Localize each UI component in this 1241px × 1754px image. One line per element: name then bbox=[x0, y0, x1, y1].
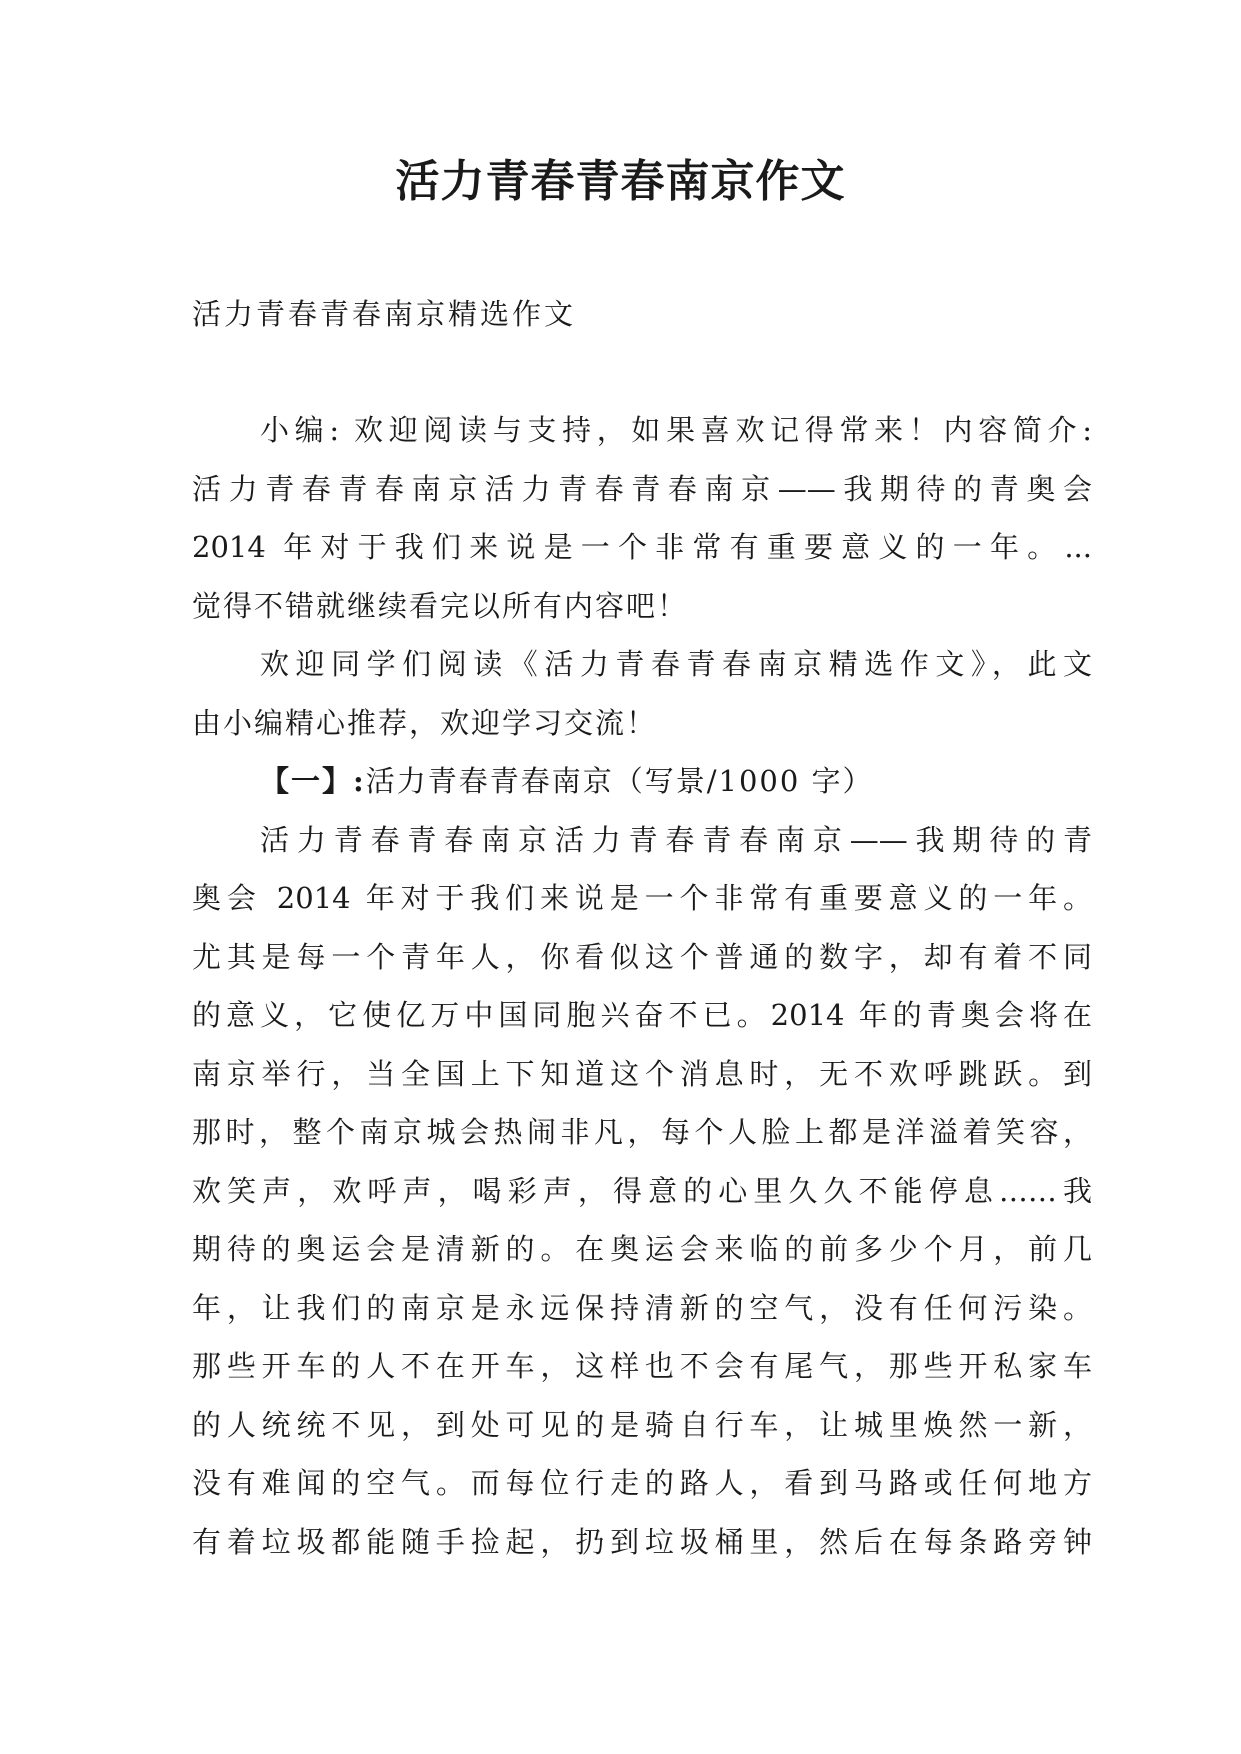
body-line: 活力青春青春南京活力青春青春南京——我期待的青奥会 bbox=[192, 471, 1092, 506]
body-line: 由小编精心推荐，欢迎学习交流！ bbox=[192, 705, 658, 740]
body-line: 欢迎同学们阅读《活力青春青春南京精选作文》，此文 bbox=[260, 647, 1092, 681]
body-line: 有着垃圾都能随手捡起，扔到垃圾桶里，然后在每条路旁钟 bbox=[192, 1524, 1092, 1559]
body-line: 活力青春青春南京活力青春青春南京——我期待的青 bbox=[260, 822, 1092, 857]
body-line: 期待的奥运会是清新的。在奥运会来临的前多少个月，前几 bbox=[192, 1232, 1092, 1266]
body-line: 觉得不错就继续看完以所有内容吧！ bbox=[192, 588, 689, 623]
body-line: 的人统统不见，到处可见的是骑自行车，让城里焕然一新， bbox=[192, 1407, 1092, 1442]
body-line: 没有难闻的空气。而每位行走的路人，看到马路或任何地方 bbox=[192, 1466, 1092, 1500]
document-title: 活力青春青春南京作文 bbox=[395, 156, 846, 207]
body-line: 欢笑声，欢呼声，喝彩声，得意的心里久久不能停息……我 bbox=[192, 1173, 1092, 1208]
body-line: 奥会 2014 年对于我们来说是一个非常有重要意义的一年。 bbox=[192, 881, 1092, 915]
body-line: 那些开车的人不在开车，这样也不会有尾气，那些开私家车 bbox=[192, 1349, 1092, 1383]
section-heading bbox=[192, 761, 1092, 820]
document-body bbox=[192, 410, 1092, 1580]
section-heading-text: 活力青春青春南京（写景/1000 字） bbox=[365, 764, 874, 798]
body-line: 2014 年对于我们来说是一个非常有重要意义的一年。... bbox=[192, 530, 1092, 564]
body-line: 的意义，它使亿万中国同胞兴奋不已。2014 年的青奥会将在 bbox=[192, 998, 1092, 1032]
body-line: 尤其是每一个青年人，你看似这个普通的数字，却有着不同 bbox=[192, 939, 1092, 974]
body-line: 年，让我们的南京是永远保持清新的空气，没有任何污染。 bbox=[192, 1290, 1092, 1325]
section-heading-prefix: 【一】: bbox=[260, 764, 366, 798]
body-line: 南京举行，当全国上下知道这个消息时，无不欢呼跳跃。到 bbox=[192, 1056, 1092, 1091]
document-subtitle: 活力青春青春南京精选作文 bbox=[192, 297, 577, 331]
body-line: 小编: 欢迎阅读与支持，如果喜欢记得常来！内容简介: bbox=[260, 413, 1092, 447]
body-line: 那时，整个南京城会热闹非凡，每个人脸上都是洋溢着笑容， bbox=[192, 1115, 1092, 1149]
